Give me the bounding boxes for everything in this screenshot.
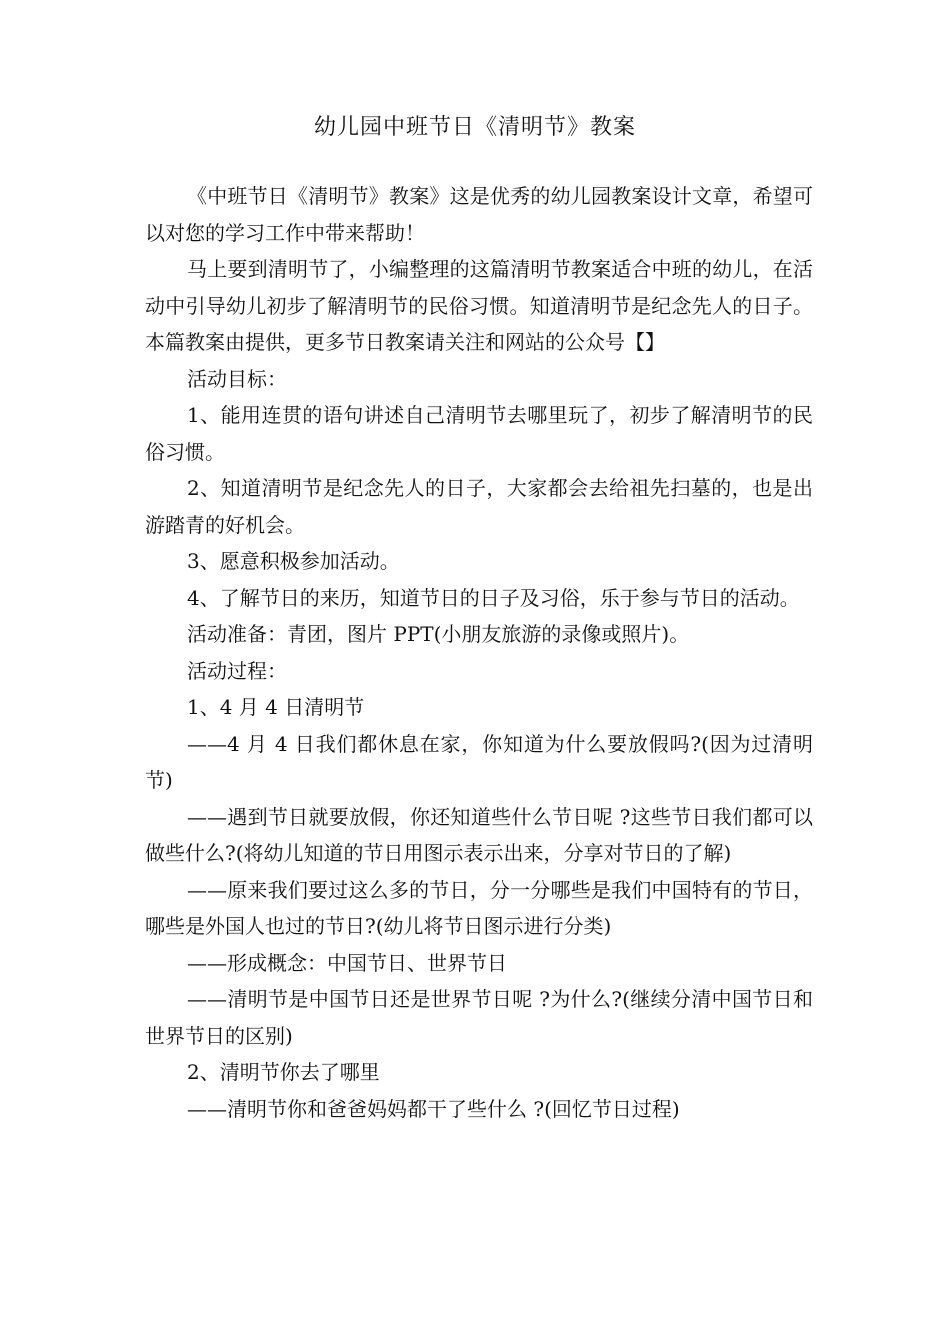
goal-item-2: 2、知道清明节是纪念先人的日子，大家都会去给祖先扫墓的，也是出游踏青的好机会。 bbox=[145, 476, 813, 537]
goal-item-1: 1、能用连贯的语句讲述自己清明节去哪里玩了，初步了解清明节的民俗习惯。 bbox=[145, 403, 813, 464]
goal-item-3: 3、愿意积极参加活动。 bbox=[187, 549, 400, 573]
process-dialogue-2: ——遇到节日就要放假，你还知道些什么节日呢 ?这些节日我们都可以做些什么?(将幼儿知道的节日用图示表示出来，分享对节日的了解) bbox=[145, 804, 813, 865]
process-dialogue-5: ——清明节是中国节日还是世界节日呢 ?为什么?(继续分清中国节日和世界节日的区别) bbox=[145, 987, 813, 1048]
process-step-2: 2、清明节你去了哪里 bbox=[187, 1060, 380, 1084]
goal-item-4: 4、了解节日的来历，知道节日的日子及习俗，乐于参与节日的活动。 bbox=[187, 585, 800, 610]
process-dialogue-1: ——4 月 4 日我们都休息在家，你知道为什么要放假吗?(因为过清明节) bbox=[145, 731, 813, 792]
process-dialogue-6: ——清明节你和爸爸妈妈都干了些什么 ?(回忆节日过程) bbox=[187, 1096, 680, 1121]
heading-activity-goals: 活动目标： bbox=[187, 366, 287, 391]
document-body bbox=[145, 178, 813, 1127]
process-dialogue-4: ——形成概念：中国节日、世界节日 bbox=[187, 950, 507, 975]
process-dialogue-3: ——原来我们要过这么多的节日，分一分哪些是我们中国特有的节日，哪些是外国人也过的节日?(幼儿将节日图示进行分类) bbox=[145, 877, 813, 938]
process-step-1: 1、4 月 4 日清明节 bbox=[187, 695, 365, 719]
paragraph-description: 马上要到清明节了，小编整理的这篇清明节教案适合中班的幼儿，在活动中引导幼儿初步了解清明节的民俗习惯。知道清明节是纪念先人的日子。本篇教案由提供，更多节日教案请关注和网站的公众号【】 bbox=[145, 257, 813, 354]
heading-activity-process: 活动过程： bbox=[187, 658, 287, 683]
document-title: 幼儿园中班节日《清明节》教案 bbox=[313, 115, 636, 140]
activity-preparation: 活动准备：青团，图片 PPT(小朋友旅游的录像或照片)。 bbox=[187, 622, 690, 646]
paragraph-intro: 《中班节日《清明节》教案》这是优秀的幼儿园教案设计文章，希望可以对您的学习工作中带来帮助！ bbox=[145, 184, 813, 245]
